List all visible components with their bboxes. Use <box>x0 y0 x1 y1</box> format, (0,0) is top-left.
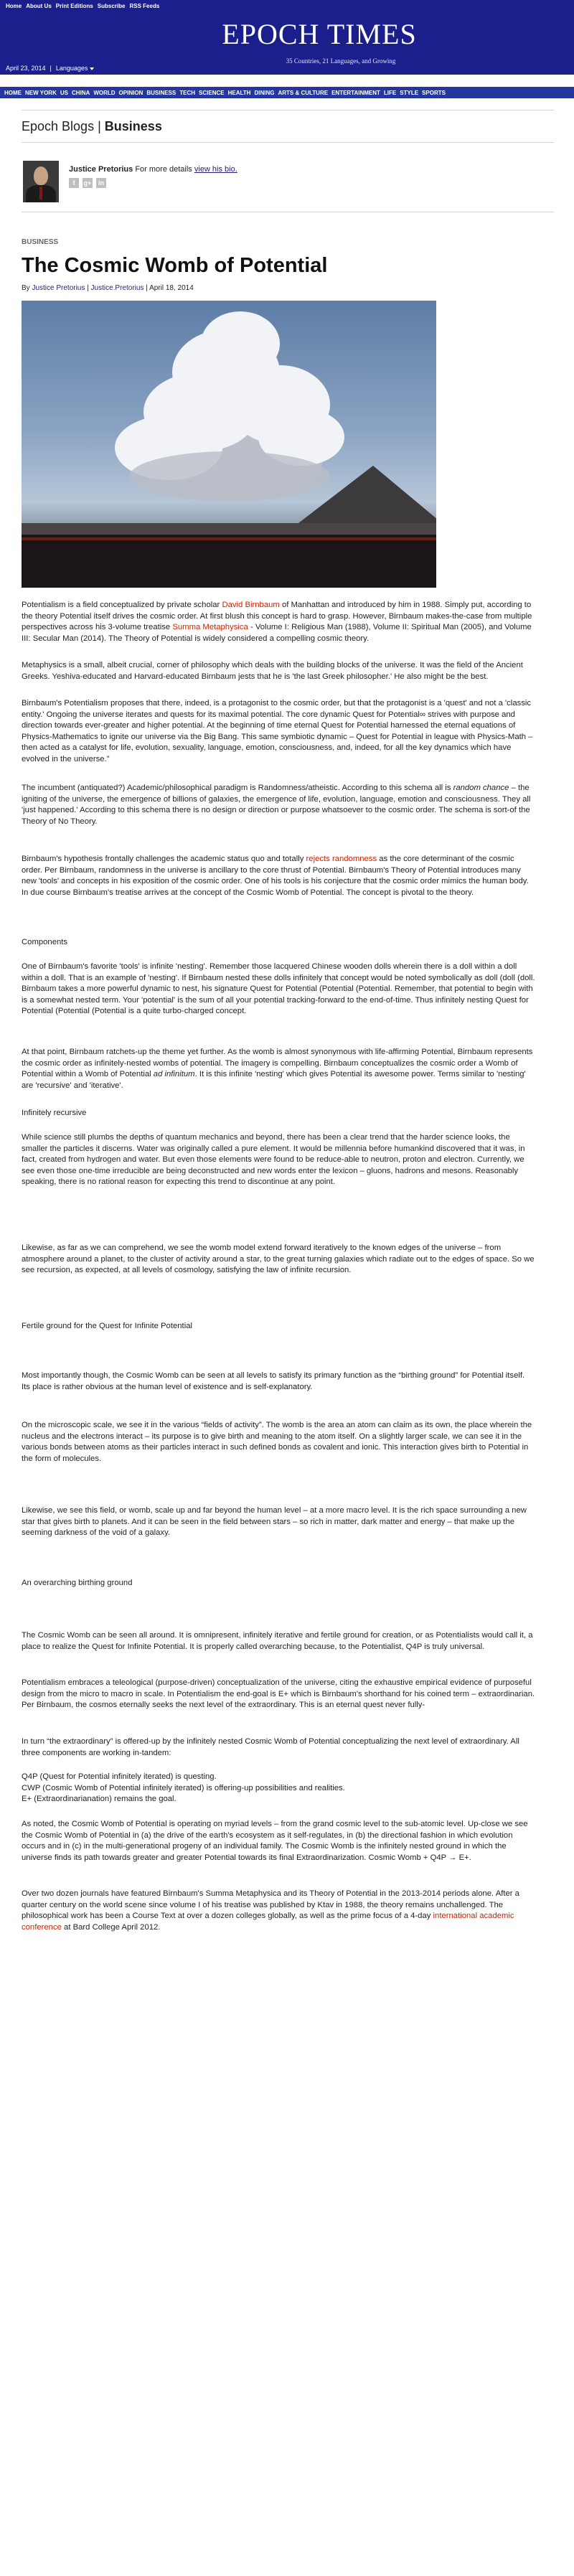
google-plus-icon[interactable]: g+ <box>83 179 92 187</box>
article-paragraph: The incumbent (antiquated?) Academic/philosophical paradigm is Randomness/atheistic. According to this schema all is random chance – the igniting of the universe, the emergence of billions of galaxies, the emergence of life, evolution, language, emotion and consciousness. They all 'just happened.' According to this schema there is no design or direction or purpose whatsoever to the cosmic order. The schema is sort-of the Theory of No Theory. <box>22 784 531 826</box>
top-link-home[interactable]: Home <box>6 3 22 9</box>
components-list <box>22 1772 535 1805</box>
article-byline: By Justice Pretorius | Justice.Pretorius | April 18, 2014 <box>22 284 194 292</box>
nav-item-business[interactable]: BUSINESS <box>146 89 177 96</box>
nav-item-china[interactable]: CHINA <box>71 89 90 96</box>
section-heading: Infinitely recursive <box>22 1109 87 1117</box>
author-info <box>69 165 237 174</box>
nav-item-opinion[interactable]: OPINION <box>118 89 144 96</box>
blog-section-link[interactable]: Business <box>104 119 162 133</box>
article-title: The Cosmic Womb of Potential <box>22 254 328 277</box>
article-paragraph: Most importantly though, the Cosmic Womb can be seen at all levels to satisfy its primary function as the “birthing ground” for Potential itself. Its place is rather obvious at the human level of existence and is self-explanatory. <box>22 1371 525 1391</box>
list-item: CWP (Cosmic Womb of Potential infinitely iterated) is offering-up possibilities and realities. <box>22 1783 345 1792</box>
article-paragraph: In turn “the extraordinary” is offered-up by the infinitely nested Cosmic Womb of Potential conceptualizing the next level of extraordinary. All three components are working in-tandem: <box>22 1737 519 1757</box>
languages-dropdown[interactable] <box>56 65 95 72</box>
divider <box>22 142 554 143</box>
author-avatar[interactable] <box>23 161 59 202</box>
top-link-rss[interactable]: RSS Feeds <box>129 3 160 9</box>
article-paragraph: Likewise, as far as we can comprehend, we see the womb model extend forward iteratively to the known edges of the universe – from atmosphere around a planet, to the cluster of activity around a star, to the great turning galaxies which radiate out to the edges of space. So we see recursion, as expected, at all levels of cosmology, satisfying the law of infinite recursion. <box>22 1244 535 1274</box>
nav-item-world[interactable]: WORLD <box>93 89 116 96</box>
languages-label: Languages <box>55 65 88 72</box>
current-date: April 23, 2014 <box>6 65 46 72</box>
article-paragraph: Potentialism embraces a teleological (purpose-driven) conceptualization of the universe, citing the exhaustive empirical evidence of purposeful design from the micro to macro in scale. In Potentialism the end-goal is E+ which is Birnbaum's shorthand for his coined term – extraordinarian. Per Birnbaum, the cosmos eternally seeks the next level of the extraordinary. This is an eternal quest never fully- <box>22 1678 535 1709</box>
nav-item-us[interactable]: US <box>60 89 68 96</box>
author-bio-link[interactable]: view his bio. <box>194 165 237 174</box>
author-details-text: For more details <box>135 165 192 174</box>
main-nav <box>0 87 574 98</box>
list-item: E+ (Extraordinarianation) remains the goal. <box>22 1795 177 1803</box>
site-logo[interactable]: EPOCH TIMES <box>222 18 417 50</box>
blog-name-link[interactable]: Epoch Blogs <box>22 119 95 133</box>
section-heading: Fertile ground for the Quest for Infinite Potential <box>22 1322 192 1330</box>
top-links <box>6 3 159 9</box>
dateline <box>6 65 94 72</box>
article-paragraph: On the microscopic scale, we see it in the various “fields of activity”. The womb is the area an atom can claim as its own, the place wherein the nucleus and the electrons interact – its purpose is to give birth and meaning to the atom itself. On a slightly larger scale, we can see it in the various bonds between atoms as their particles interact in such defined bonds as covalent and ionic. This interaction gives birth to Potential in the form of molecules. <box>22 1421 532 1463</box>
nav-item-health[interactable]: HEALTH <box>227 89 251 96</box>
section-heading: Components <box>22 938 68 946</box>
nav-item-entertainment[interactable]: ENTERTAINMENT <box>331 89 380 96</box>
nav-item-dining[interactable]: DINING <box>254 89 275 96</box>
academic-conference-link[interactable]: international academic conference <box>22 1912 514 1932</box>
nav-item-life[interactable]: LIFE <box>383 89 397 96</box>
top-link-about[interactable]: About Us <box>26 3 52 9</box>
linkedin-icon[interactable]: in <box>96 178 106 188</box>
nav-item-tech[interactable]: TECH <box>179 89 196 96</box>
divider <box>22 110 554 111</box>
top-link-subscribe[interactable]: Subscribe <box>97 3 126 9</box>
blog-title-separator: | <box>98 119 101 133</box>
nav-item-sports[interactable]: SPORTS <box>422 89 446 96</box>
article-paragraph: Birnbaum's hypothesis frontally challenges the academic status quo and totally rejects randomness as the core determinant of the cosmic order. Per Birnbaum, randomness in the universe is ancillary to the core thrust of Potential. Birnbaum's Theory of Potential introduces many new 'tools' and concepts in his exposition of the cosmic order. One of his tools is his conjecture that the cosmic order mimics the human body. In due course Birnbaum's treatise arrives at the concept of the Cosmic Womb of Potential. The concept is pivotal to the theory. <box>22 855 529 897</box>
nav-item-style[interactable]: STYLE <box>400 89 419 96</box>
chevron-down-icon <box>90 67 94 70</box>
rejects-randomness-link[interactable]: rejects randomness <box>306 855 377 863</box>
article-cloud-photo <box>22 301 436 588</box>
article-paragraph: At that point, Birnbaum ratchets-up the theme yet further. As the womb is almost synonymous with life-affirming Potential, Birnbaum represents the cosmic order as infinitely-nested wombs of potential. The imagery is compelling. Birnbaum conceptualizes the cosmic order a Womb of Potential within a Womb of Potential ad infinitum. It is this infinite 'nesting' which gives Potential its awesome power. Terms similar to 'nesting' are 'recursive' and 'iterative'. <box>22 1048 533 1090</box>
facebook-icon[interactable]: f <box>69 178 79 188</box>
list-item: Q4P (Quest for Potential infinitely iterated) is questing. <box>22 1772 217 1781</box>
site-tagline: 35 Countries, 21 Languages, and Growing <box>286 57 396 65</box>
article-paragraph: The Cosmic Womb can be seen all around. It is omnipresent, infinitely iterative and fertile ground for creation, or as Potentialists would call it, a place to realize the Quest for Infinite Potential. It is properly called overarching because, to the Potentialist, Q4P is truly universal. <box>22 1631 533 1651</box>
byline-author-link-alt[interactable]: Justice.Pretorius <box>90 284 144 292</box>
article-date: April 18, 2014 <box>149 284 194 292</box>
nav-item-science[interactable]: SCIENCE <box>199 89 225 96</box>
top-link-print-editions[interactable]: Print Editions <box>55 3 93 9</box>
masthead <box>0 0 574 75</box>
nav-item-home[interactable]: HOME <box>4 89 22 96</box>
author-name[interactable]: Justice Pretorius <box>69 165 133 174</box>
article-paragraph: Over two dozen journals have featured Birnbaum's Summa Metaphysica and its Theory of Potential in the 2013-2014 periods alone. After a quarter century on the world scene since volume I of his treatise was published by Ktav in 1988, the theory remains unchallenged. The philosophical work has been a Course Text at over a dozen colleges globally, as well as the prime focus of a 4-day international academic conference at Bard College April 2012. <box>22 1889 519 1932</box>
nav-item-arts-culture[interactable]: ARTS & CULTURE <box>278 89 329 96</box>
date-separator: | <box>50 65 52 72</box>
section-heading: An overarching birthing ground <box>22 1579 133 1587</box>
article-paragraph: Potentialism is a field conceptualized by private scholar David Birnbaum of Manhattan and introduced by him in 1988. Simply put, according to the theory Potential itself drives the cosmic order. At first blush this concept is hard to grasp. However, Birnbaum makes-the-case from multiple perspectives across his 3-volume treatise Summa Metaphysica - Volume I: Religious Man (1988), Volume II: Spiritual Man (2005), and Volume III: Secular Man (2014). The Theory of Potential is widely considered a compelling cosmic theory. <box>22 601 532 643</box>
article-paragraph: As noted, the Cosmic Womb of Potential is operating on myriad levels – from the grand cosmic level to the sub-atomic level. Up-close we see the Cosmic Womb of Potential in (a) the drive of the earth's ecosystem as it self-regulates, in (b) the directional fashion in which evolution occurs and in (c) in the multi-generational progeny of an individual family. The Cosmic Womb is the infinitely nested ground in which the universe finds its path towards greater and greater Potential towards its final Extraordinarization. Cosmic Womb + Q4P → E+. <box>22 1820 528 1862</box>
article-paragraph: Birnbaum's Potentialism proposes that there, indeed, is a protagonist to the cosmic order, but that the protagonist is a 'quest' and not a 'classic entity.' Ongoing the universe iterates and quests for its maximal potential. The core dynamic Quest for Potential∞ strives with purpose and direction towards ever-greater and higher potential. At the beginning of time eternal Quest for Potential harnessed the eternal equations of Physics-Mathematics to ignite our universe via the Big Bang. This same symbiotic dynamic – Quest for Potential in league with Physics-Math – then acted as a catalyst for life, evolution, sexuality, language, emotion, consciousness, and, indeed, for all the key dynamics which have evolved in the universe.” <box>22 699 533 763</box>
author-social-links <box>69 178 106 188</box>
article-paragraph: One of Birnbaum's favorite 'tools' is infinite 'nesting'. Remember those lacquered Chinese wooden dolls wherein there is a doll within a doll within a doll. That is an example of 'nesting'. If Birnbaum nested these dolls infinitely that concept would be noted symbolically as doll (doll (doll. Birnbaum takes a more powerful dynamic to nest, his signature Quest for Potential (Potential (Potential. Remember, that potential to begin with is a somewhat nested term. Your 'potential' is the sum of all your potential tracking-forward to the end-of-time. Thus infinitely nesting Quest for Potential (Potential (Potential is a quite turbo-charged concept. <box>22 962 535 1015</box>
nav-item-new-york[interactable]: NEW YORK <box>25 89 57 96</box>
byline-author-link[interactable]: Justice Pretorius <box>32 284 85 292</box>
blog-title <box>22 119 162 134</box>
byline-prefix: By <box>22 284 30 292</box>
article-paragraph: While science still plumbs the depths of quantum mechanics and beyond, there has been a clear trend that the harder science looks, the smaller the particles it discerns. Water was originally called a pure element. It would be millennia before humankind discovered that it was, in fact, created from hydrogen and water. But even those elements were found to be reduce-able to neutron, proton and electron. Currently, we see even those one-time irreducible are being deconstructed and new words enter the lexicon – gluons, hadrons and mesons. Reasonably speaking, there is no rational reason for expecting this trend to discontinue at any point. <box>22 1133 525 1186</box>
article-paragraph: Metaphysics is a small, albeit crucial, corner of philosophy which deals with the building blocks of the universe. It was the field of the Ancient Greeks. Yeshiva-educated and Harvard-educated Birnbaum jests that he is 'the last Greek philosopher.' He also might be the best. <box>22 661 523 681</box>
david-birnbaum-link[interactable]: David Birnbaum <box>222 601 280 609</box>
article-paragraph: Likewise, we see this field, or womb, scale up and far beyond the human level – at a more macro level. It is the rich space surrounding a new star that gives birth to planets. And it can be seen in the field between stars – so rich in matter, dark matter and energy – that make up the seeming darkness of the void of a galaxy. <box>22 1506 527 1537</box>
summa-metaphysica-link[interactable]: Summa Metaphysica <box>172 623 248 631</box>
article-section-label[interactable]: BUSINESS <box>22 238 59 246</box>
